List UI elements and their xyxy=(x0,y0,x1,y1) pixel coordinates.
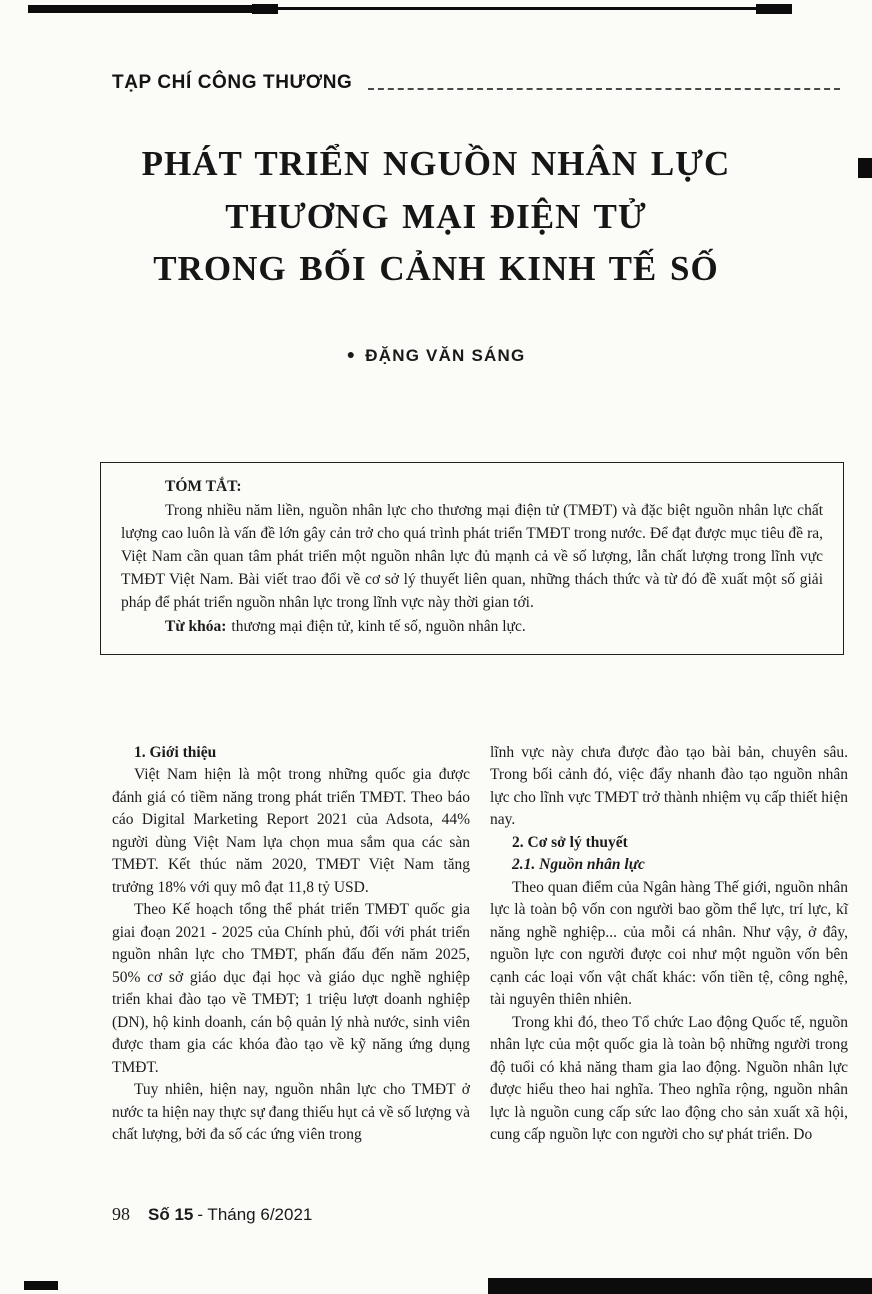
keywords-text: thương mại điện tử, kinh tế số, nguồn nhân lực. xyxy=(231,617,526,635)
issue-date: - Tháng 6/2021 xyxy=(197,1205,313,1224)
scan-artifact-top-line xyxy=(256,7,766,10)
author-name: ĐẶNG VĂN SÁNG xyxy=(365,346,526,365)
scan-artifact-bottom-right xyxy=(488,1278,872,1294)
paragraph-left-2: Theo Kế hoạch tổng thể phát triển TMĐT quốc gia giai đoạn 2021 - 2025 của Chính phủ, đối với phát triển nguồn nhân lực cho TMĐT, phấn đấu đến năm 2025, 50% cơ sở giáo dục đại học và giáo dục nghề nghiệp triển khai đào tạo về TMĐT; 1 triệu lượt doanh nghiệp (DN), hộ kinh doanh, cán bộ quản lý nhà nước, sinh viên được tham gia các khóa đào tạo về kỹ năng ứng dụng TMĐT. xyxy=(112,901,470,1076)
paragraph-left-3: Tuy nhiên, hiện nay, nguồn nhân lực cho TMĐT ở nước ta hiện nay thực sự đang thiếu hụt cả về số lượng và chất lượng, bởi đa số các ứng viên trong xyxy=(112,1081,470,1143)
author-bullet-icon: ● xyxy=(346,346,357,362)
abstract-heading: TÓM TẮT: xyxy=(165,478,242,495)
scan-artifact-top-left xyxy=(28,5,268,13)
body-columns xyxy=(112,742,848,1146)
scan-artifact-top-blob xyxy=(252,4,278,14)
article-title xyxy=(0,138,872,296)
page-footer xyxy=(112,1204,312,1225)
keywords-line xyxy=(121,616,823,639)
keywords-label: Từ khóa: xyxy=(165,617,227,635)
paragraph-right-3: Trong khi đó, theo Tổ chức Lao động Quốc tế, nguồn nhân lực của một quốc gia là toàn bộ những người trong độ tuổi có khả năng tham gia lao động. Nguồn nhân lực được hiểu theo hai nghĩa. Theo nghĩa rộng, nguồn nhân lực là nguồn cung cấp sức lao động cho sản xuất xã hội, cung cấp nguồn lực con người cho sự phát triển. Do xyxy=(490,1013,848,1143)
abstract-box xyxy=(100,462,844,655)
journal-logo: TẠP CHÍ CÔNG THƯƠNG xyxy=(112,72,353,93)
left-column xyxy=(112,742,470,1146)
paragraph-left-1: Việt Nam hiện là một trong những quốc gia được đánh giá có tiềm năng trong phát triển TMĐT. Theo báo cáo Digital Marketing Report 2021 của Adsota, 44% người dùng Việt Nam lựa chọn mua sắm qua các sàn TMĐT. Kết thúc năm 2020, TMĐT Việt Nam tăng trưởng 18% với quy mô đạt 11,8 tỷ USD. xyxy=(112,766,470,896)
page-number: 98 xyxy=(112,1204,130,1224)
title-line-3: TRONG BỐI CẢNH KINH TẾ SỐ xyxy=(153,249,719,288)
paragraph-right-1: lĩnh vực này chưa được đào tạo bài bản, chuyên sâu. Trong bối cảnh đó, việc đẩy nhanh đào tạo nguồn nhân lực cho lĩnh vực TMĐT trở thành nhiệm vụ cấp thiết hiện nay. xyxy=(490,744,848,829)
journal-header xyxy=(112,72,840,94)
right-column xyxy=(490,742,848,1146)
paragraph-right-2: Theo quan điểm của Ngân hàng Thế giới, nguồn nhân lực là toàn bộ vốn con người bao gồm thể lực, trí lực, kĩ năng nghề nghiệp... của mỗi cá nhân. Như vậy, ở đây, nguồn lực con người được coi như một nguồn vốn bên cạnh các loại vốn vật chất khác: vốn tiền tệ, công nghệ, tài nguyên thiên nhiên. xyxy=(490,878,848,1009)
section-heading-1: 1. Giới thiệu xyxy=(134,744,217,761)
author-line xyxy=(0,346,872,366)
subsection-heading-2-1: 2.1. Nguồn nhân lực xyxy=(512,856,645,874)
abstract-body: Trong nhiều năm liền, nguồn nhân lực cho thương mại điện tử (TMĐT) và đặc biệt nguồn nhân lực chất lượng cao luôn là vấn đề lớn gây cản trở cho quá trình phát triển TMĐT trong nước. Để đạt được mục tiêu đề ra, Việt Nam cần quan tâm phát triển một nguồn nhân lực đủ mạnh cả về số lượng, lẫn chất lượng trong lĩnh vực TMĐT Việt Nam. Bài viết trao đổi về cơ sở lý thuyết liên quan, những thách thức và từ đó đề xuất một số giải pháp để phát triển nguồn nhân lực trong lĩnh vực này thời gian tới. xyxy=(121,501,823,611)
title-line-1: PHÁT TRIỂN NGUỒN NHÂN LỰC xyxy=(141,144,731,183)
title-line-2: THƯƠNG MẠI ĐIỆN TỬ xyxy=(225,196,647,236)
issue-label: Số 15 xyxy=(148,1205,194,1224)
scan-artifact-bottom-left xyxy=(24,1281,58,1290)
scan-artifact-top-right xyxy=(756,4,792,14)
header-dashed-rule xyxy=(368,88,840,90)
section-heading-2: 2. Cơ sở lý thuyết xyxy=(512,833,628,851)
